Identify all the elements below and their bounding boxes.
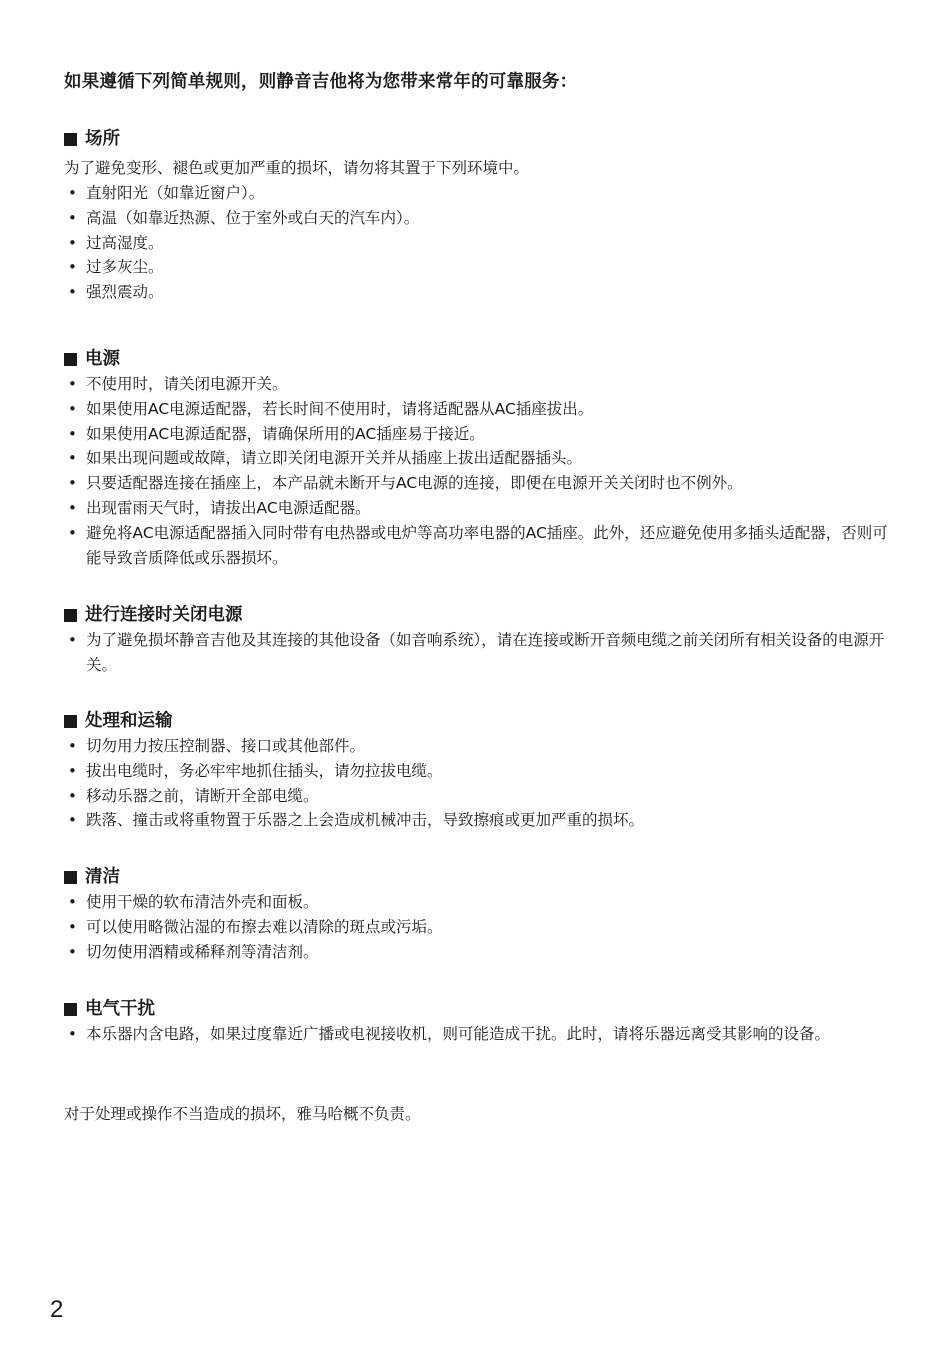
bullet-icon: • [68,208,77,227]
section-title-text: 电源 [85,349,120,369]
section-connection [64,602,890,678]
bullet-icon: • [68,399,77,418]
list-item-text: 切勿使用酒精或稀释剂等清洁剂。 [86,942,319,961]
section-title [64,126,890,152]
list-item-text: 拔出电缆时，务必牢牢地抓住插头，请勿拉拔电缆。 [86,761,443,780]
list-item-text: 只要适配器连接在插座上，本产品就未断开与AC电源的连接，即便在电源开关关闭时也不例外。 [86,474,743,493]
bullet-icon: • [68,523,77,542]
list-item-text: 切勿用力按压控制器、接口或其他部件。 [86,737,366,755]
section-title-text: 进行连接时关闭电源 [85,605,243,625]
section-description: 为了避免变形、褪色或更加严重的损坏，请勿将其置于下列环境中。 [64,159,530,177]
list-item-text: 过多灰尘。 [86,258,164,277]
bullet-icon: • [68,498,77,517]
bullet-icon: • [68,424,77,443]
item-list [64,1022,890,1047]
list-item [64,471,890,496]
list-item-text: 移动乐器之前，请断开全部电缆。 [86,786,319,805]
item-list [64,890,890,964]
list-item [64,628,890,678]
list-item [64,231,890,256]
list-item [64,446,890,471]
bullet-icon: • [68,893,77,911]
list-item-text: 出现雷雨天气时，请拔出AC电源适配器。 [86,498,371,517]
item-list [64,181,890,305]
list-item [64,1022,890,1047]
list-item-text: 避免将AC电源适配器插入同时带有电热器或电炉等高功率电器的AC插座。此外，还应避免使用多插头适配器，否则可能导致音质降低或乐器损坏。 [86,523,888,567]
section-title [64,602,890,628]
list-item [64,940,890,965]
bullet-icon: • [68,283,77,302]
square-bullet-icon [64,133,77,146]
bullet-icon: • [68,233,77,252]
list-item [64,890,890,915]
bullet-icon: • [68,737,77,755]
list-item-text: 使用干燥的软布清洁外壳和面板。 [86,893,319,911]
list-item [64,280,890,305]
section-location [64,126,890,305]
page-number: 2 [50,1296,64,1323]
section-title-text: 清洁 [85,867,120,887]
item-list [64,628,890,678]
square-bullet-icon [64,353,77,366]
disclaimer-text: 对于处理或操作不当造成的损坏，雅马哈概不负责。 [64,1105,421,1123]
list-item-text: 过高湿度。 [86,233,164,252]
bullet-icon: • [68,375,77,393]
section-title [64,996,890,1022]
section-interference [64,996,890,1047]
bullet-icon: • [68,942,77,961]
list-item-text: 跌落、撞击或将重物置于乐器之上会造成机械冲击，导致擦痕或更加严重的损坏。 [86,811,645,830]
list-item [64,372,890,397]
list-item-text: 为了避免损坏静音吉他及其连接的其他设备（如音响系统），请在连接或断开音频电缆之前关闭所有相关设备的电源开关。 [86,631,885,674]
item-list [64,734,890,833]
bullet-icon: • [68,631,77,649]
bullet-icon: • [68,184,77,202]
bullet-icon: • [68,474,77,493]
list-item-text: 不使用时，请关闭电源开关。 [86,375,288,393]
list-item [64,521,890,571]
square-bullet-icon [64,1003,77,1016]
list-item [64,784,890,809]
bullet-icon: • [68,786,77,805]
intro-heading: 如果遵循下列简单规则，则静音吉他将为您带来常年的可靠服务： [64,72,578,92]
square-bullet-icon [64,609,77,622]
bullet-icon: • [68,449,77,468]
bullet-icon: • [68,1025,77,1043]
list-item-text: 如果出现问题或故障，请立即关闭电源开关并从插座上拔出适配器插头。 [86,449,583,468]
bullet-icon: • [68,917,77,936]
section-cleaning [64,864,890,964]
section-handling [64,708,890,833]
bullet-icon: • [68,811,77,830]
list-item [64,422,890,447]
section-power [64,346,890,570]
list-item [64,759,890,784]
list-item-text: 本乐器内含电路，如果过度靠近广播或电视接收机，则可能造成干扰。此时，请将乐器远离受其影响的设备。 [86,1025,831,1043]
bullet-icon: • [68,258,77,277]
list-item [64,255,890,280]
list-item-text: 如果使用AC电源适配器，若长时间不使用时，请将适配器从AC插座拔出。 [86,399,594,418]
section-title-text: 电气干扰 [85,999,155,1019]
bullet-icon: • [68,761,77,780]
section-title-text: 处理和运输 [85,711,173,731]
list-item [64,397,890,422]
section-title-text: 场所 [85,129,120,149]
list-item [64,496,890,521]
section-title [64,346,890,372]
list-item-text: 强烈震动。 [86,283,164,302]
item-list [64,372,890,570]
list-item-text: 如果使用AC电源适配器，请确保所用的AC插座易于接近。 [86,424,485,443]
section-title [64,864,890,890]
list-item [64,808,890,833]
square-bullet-icon [64,871,77,884]
list-item [64,734,890,759]
list-item-text: 高温（如靠近热源、位于室外或白天的汽车内）。 [86,208,420,227]
list-item [64,206,890,231]
square-bullet-icon [64,715,77,728]
list-item-text: 可以使用略微沾湿的布擦去难以清除的斑点或污垢。 [86,917,443,936]
list-item [64,915,890,940]
section-title [64,708,890,734]
list-item [64,181,890,206]
list-item-text: 直射阳光（如靠近窗户）。 [86,184,265,202]
